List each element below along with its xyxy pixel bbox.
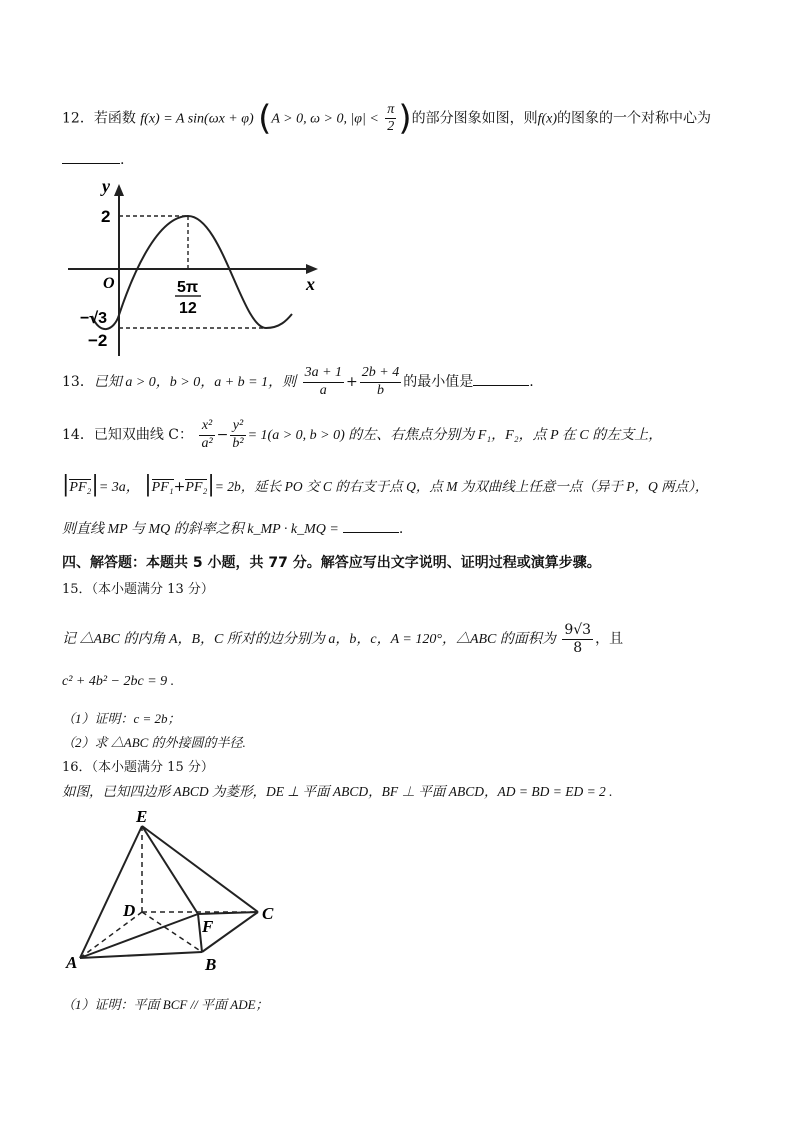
q14-vector-pf1: PF₁ <box>151 480 174 495</box>
x-axis-arrow <box>306 264 318 274</box>
q14-vector-pf2: PF₂ <box>69 480 92 495</box>
y-min-label: −2 <box>88 331 108 350</box>
q12-pi: π <box>385 102 396 119</box>
q13-f1-numerator: 3a + 1 <box>303 365 344 382</box>
q16-heading: 16．（本小题满分 15 分） <box>62 760 214 775</box>
x-tick-numerator: 5π <box>177 279 199 296</box>
q14-minus: − <box>216 427 229 443</box>
vertex-B-label: B <box>205 955 217 974</box>
q14-abs-bar-2: | <box>91 472 99 497</box>
q14-line-3 <box>62 516 403 542</box>
q14-eq-3a: = 3a， <box>98 480 140 495</box>
q13-f2-denominator: b <box>376 382 384 398</box>
edge-AB <box>80 952 202 958</box>
q14-line-2 <box>62 470 708 500</box>
q15-equation: c² + 4b² − 2bc = 9 . <box>62 674 175 689</box>
q14-abs-bar-3: | <box>144 472 152 497</box>
q15-line1-post: ，且 <box>595 631 624 647</box>
q14-a2: a² <box>201 435 213 451</box>
q15-part-2: （2）求 △ABC 的外接圆的半径. <box>62 735 246 750</box>
q14-end: . <box>398 521 404 537</box>
q14-vector-plus: + <box>173 479 186 495</box>
q13-tail: 的最小值是 <box>403 374 474 390</box>
q14-answer-blank <box>343 532 399 533</box>
section-4-heading: 四、解答题：本题共 5 小题，共 77 分。解答应写出文字说明、证明过程或演算步骤。 <box>62 555 601 571</box>
q14-abs-bar-4: | <box>207 472 215 497</box>
x-tick-denominator: 12 <box>179 300 197 317</box>
vertex-D-label: D <box>123 901 136 920</box>
q12-answer-blank <box>62 163 120 164</box>
q12-fx: f(x) <box>537 111 558 127</box>
vertex-A-label: A <box>66 953 78 972</box>
q15-area-numerator: 9√3 <box>564 622 592 639</box>
q13-f2-numerator: 2b + 4 <box>360 365 401 382</box>
q12-tail: 的图象的一个对称中心为 <box>557 110 712 127</box>
q12-condition: A > 0, ω > 0, |φ| < <box>271 111 379 127</box>
q15-area-denominator: 8 <box>573 639 583 656</box>
q14-b2: b² <box>232 435 244 451</box>
q14-x2: x² <box>199 418 214 435</box>
q14-y-fraction <box>230 418 245 451</box>
q16-part-1: （1）证明：平面 BCF // 平面 ADE； <box>62 997 269 1012</box>
q12-pre: 若函数 <box>93 110 136 127</box>
q12-number: 12． <box>62 110 94 127</box>
q15-part-1: （1）证明：c = 2b； <box>62 711 181 726</box>
vertex-F-label: F <box>202 917 214 936</box>
edge-EF <box>142 826 198 914</box>
y-int-label: −√3 <box>80 310 108 327</box>
q12-answer-line <box>62 152 124 168</box>
q15-area-fraction <box>562 622 593 655</box>
q13-text: 已知 a > 0，b > 0，a + b = 1，则 <box>93 375 297 390</box>
q14-y2: y² <box>230 418 245 435</box>
q13-fraction-1 <box>303 365 344 398</box>
q12-line <box>62 98 712 139</box>
q12-pi-over-2 <box>385 102 396 135</box>
q13-plus: + <box>346 374 358 390</box>
q12-end: . <box>120 152 125 168</box>
sine-graph-svg <box>62 176 322 358</box>
y-axis-arrow <box>114 184 124 196</box>
q15-heading: 15．（本小题满分 13 分） <box>62 582 214 597</box>
q14-line2-post: = 2b，延长 PO 交 C 的右支于点 Q，点 M 为双曲线上任意一点（异于 P，Q 两点）， <box>214 479 709 494</box>
q13-line <box>62 362 534 402</box>
q16-line-1: 如图，已知四边形 ABCD 为菱形，DE ⊥ 平面 ABCD，BF ⊥ 平面 ABCD，AD = BD = ED = 2 . <box>62 784 613 799</box>
y-axis-label: y <box>102 176 110 196</box>
q13-end: . <box>529 374 534 390</box>
solid-figure <box>62 806 292 976</box>
q13-number: 13． <box>62 374 94 390</box>
q14-abs-bar-1: | <box>62 472 70 497</box>
q13-f1-denominator: a <box>319 382 327 398</box>
q13-fraction-2 <box>360 365 401 398</box>
q14-line-1 <box>62 414 662 456</box>
q14-x-fraction <box>199 418 214 451</box>
q13-answer-blank <box>473 385 529 386</box>
q15-line-1 <box>62 618 623 660</box>
q12-function: f(x) = A sin(ωx + φ) <box>140 111 254 127</box>
q15-line1-pre: 记 △ABC 的内角 A，B，C 所对的边分别为 a，b，c，A = 120°，△ABC 的面积为 <box>62 632 556 647</box>
edge-EC <box>142 826 258 912</box>
q12-paren-left: ( <box>258 98 272 139</box>
origin-label: O <box>103 275 115 292</box>
y-max-label: 2 <box>101 207 111 226</box>
q14-line1-post: = 1(a > 0, b > 0) 的左、右焦点分别为 F₁，F₂，点 P 在 C 的左支上， <box>247 428 663 443</box>
vertex-C-label: C <box>262 904 274 923</box>
q12-two: 2 <box>387 119 395 135</box>
q14-intro: 14．已知双曲线 C： <box>62 427 193 443</box>
solid-figure-svg <box>62 806 292 976</box>
q14-line3: 则直线 MP 与 MQ 的斜率之积 k_MP · k_MQ = <box>62 522 339 537</box>
sine-graph <box>62 176 322 358</box>
q12-post: 的部分图象如图，则 <box>411 110 538 127</box>
q12-paren-right: ) <box>398 98 412 139</box>
x-axis-label: x <box>306 274 315 294</box>
vertex-E-label: E <box>136 807 148 826</box>
q14-vector-pf2-b: PF₂ <box>185 480 208 495</box>
